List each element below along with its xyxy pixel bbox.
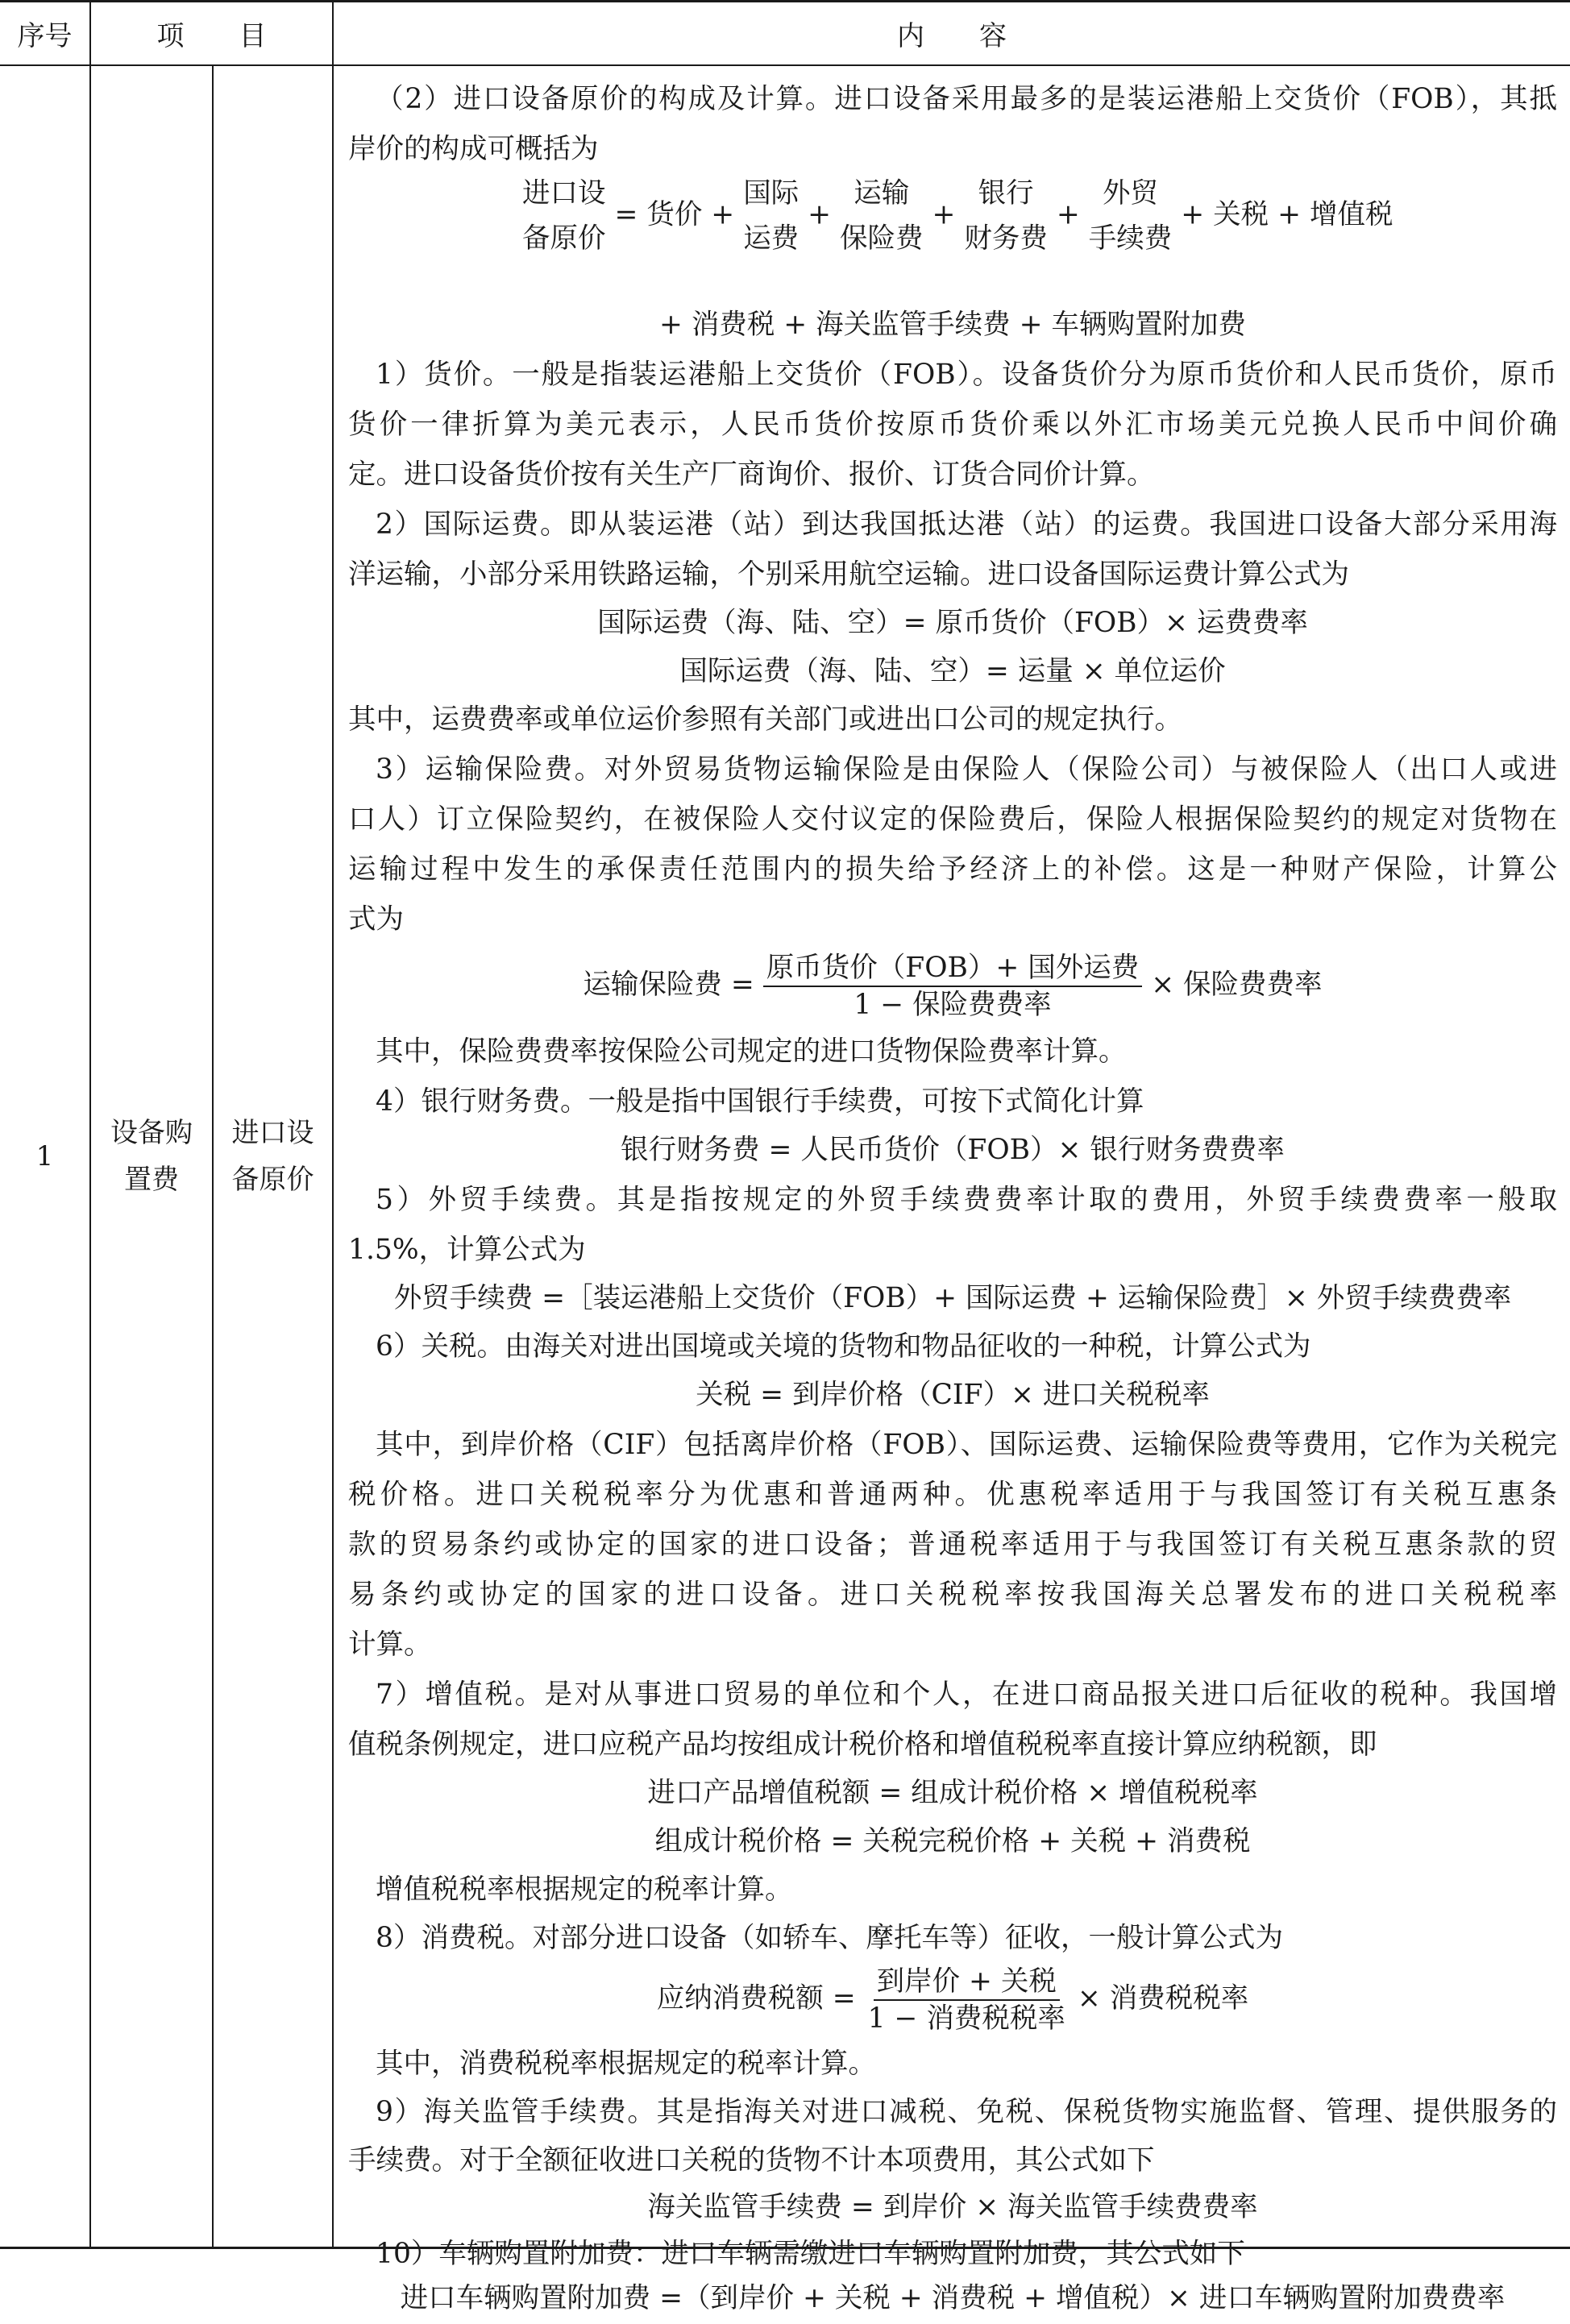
paragraph-line: （2）进口设备原价的构成及计算。进口设备采用最多的是装运港船上交货价（FOB），其抵 [376, 83, 1557, 115]
paragraph-line: 运输过程中发生的承保责任范围内的损失给予经济上的补偿。这是一种财产保险，计算公 [348, 853, 1557, 886]
formula-numerator: 到岸价 + 关税 [874, 1964, 1060, 2001]
formula-taxable-price: 组成计税价格 = 关税完税价格 + 关税 + 消费税 [654, 1825, 1251, 1857]
paragraph-line: 7）增值税。是对从事进口贸易的单位和个人，在进口商品报关进口后征收的税种。我国增 [376, 1679, 1557, 1711]
paragraph-line: 8）消费税。对部分进口设备（如轿车、摩托车等）征收，一般计算公式为 [376, 1922, 1283, 1954]
paragraph-line: 1.5%，计算公式为 [348, 1234, 586, 1266]
formula-term-top: 外贸 [1103, 177, 1159, 210]
formula-denominator: 1 − 消费税税率 [867, 2002, 1065, 2035]
formula-operator: + [808, 198, 832, 231]
formula-fraction [865, 1964, 1069, 2036]
formula-rhs: × 消费税税率 [1077, 1982, 1249, 2015]
formula-term [743, 171, 799, 261]
formula-vat-amount: 进口产品增值税额 = 组成计税价格 × 增值税税率 [647, 1777, 1258, 1809]
formula-import-price [522, 171, 1393, 261]
formula-insurance [348, 944, 1557, 1025]
paragraph-line: 其中，消费税税率根据规定的税率计算。 [376, 2048, 876, 2080]
category-line-2: 置费 [124, 1164, 179, 1196]
header-index: 序号 [17, 19, 73, 52]
formula-trade-fee: 外贸手续费 =［装运港船上交货价（FOB）+ 国际运费 + 运输保险费］× 外贸手续费费率 [393, 1282, 1512, 1314]
paragraph-line: 5）外贸手续费。其是指按规定的外贸手续费费率计取的费用，外贸手续费费率一般取 [376, 1184, 1557, 1216]
formula-fraction [763, 950, 1142, 1023]
paragraph-line: 2）国际运费。即从装运港（站）到达我国抵达港（站）的运费。我国进口设备大部分采用海 [376, 508, 1557, 541]
paragraph-line: 款的贸易条约或协定的国家的进口设备；普通税率适用于与我国签订有关税互惠条款的贸 [348, 1529, 1557, 1561]
formula-lhs: 应纳消费税额 = [656, 1982, 856, 2015]
paragraph-line: 6）关税。由海关对进出国境或关境的货物和物品征收的一种税，计算公式为 [376, 1330, 1311, 1363]
paragraph-line: 计算。 [348, 1629, 432, 1661]
formula-denominator: 1 − 保险费费率 [854, 988, 1052, 1021]
col-divider-3 [332, 0, 334, 2249]
paragraph-line: 口人）订立保险契约，在被保险人交付议定的保险费后，保险人根据保险契约的规定对货物在 [348, 803, 1557, 836]
formula-customs-fee: 海关监管手续费 = 到岸价 × 海关监管手续费费率 [647, 2191, 1258, 2223]
paragraph-line: 手续费。对于全额征收进口关税的货物不计本项费用，其公式如下 [348, 2144, 1155, 2177]
paragraph-line: 3）运输保险费。对外贸易货物运输保险是由保险人（保险公司）与被保险人（出口人或进 [376, 753, 1557, 786]
header-item: 项 目 [156, 19, 267, 52]
formula-term-bottom: 手续费 [1088, 222, 1173, 255]
paragraph-line: 其中，到岸价格（CIF）包括离岸价格（FOB）、国际运费、运输保险费等费用，它作为关税完 [376, 1429, 1557, 1461]
paragraph-line: 货价一律折算为美元表示，人民币货价按原币货价乘以外汇市场美元兑换人民币中间价确 [348, 409, 1557, 441]
paragraph-line: 易条约或协定的国家的进口设备。进口关税税率按我国海关总署发布的进口关税税率 [348, 1579, 1557, 1611]
paragraph-line: 其中，保险费费率按保险公司规定的进口货物保险费率计算。 [376, 1035, 1127, 1068]
formula-term-top: 银行 [978, 177, 1034, 210]
formula-continuation: + 消费税 + 海关监管手续费 + 车辆购置附加费 [658, 309, 1247, 341]
subitem-line-2: 备原价 [231, 1164, 314, 1196]
formula-term-top: 运输 [854, 177, 910, 210]
content-cell [348, 66, 1557, 2314]
paragraph-line: 增值税税率根据规定的税率计算。 [376, 1874, 793, 1906]
formula-lhs: 运输保险费 = [583, 969, 754, 1001]
formula-rhs: × 保险费费率 [1151, 969, 1323, 1001]
formula-term-bottom: 备原价 [522, 222, 606, 255]
paragraph-line: 10）车辆购置附加费：进口车辆需缴进口车辆购置附加费，其公式如下 [376, 2238, 1245, 2270]
subitem-line-1: 进口设 [231, 1117, 314, 1149]
row-index-text: 1 [35, 1140, 54, 1172]
paragraph-line: 式为 [348, 903, 404, 936]
formula-term [522, 171, 606, 261]
formula-vehicle-fee: 进口车辆购置附加费 =（到岸价 + 关税 + 消费税 + 增值税）× 进口车辆购置附加费费率 [400, 2282, 1506, 2314]
formula-tariff: 关税 = 到岸价格（CIF）× 进口关税税率 [696, 1379, 1210, 1411]
formula-term [964, 171, 1048, 261]
formula-freight-rate: 国际运费（海、陆、空）= 原币货价（FOB）× 运费费率 [597, 607, 1308, 639]
paragraph-line: 洋运输，小部分采用铁路运输，个别采用航空运输。进口设备国际运费计算公式为 [348, 558, 1349, 591]
paragraph-line: 9）海关监管手续费。其是指海关对进口减税、免税、保税货物实施监督、管理、提供服务的 [376, 2096, 1557, 2128]
paragraph-line: 其中，运费费率或单位运价参照有关部门或进出口公司的规定执行。 [348, 703, 1182, 736]
formula-term [840, 171, 924, 261]
formula-term-bottom: 保险费 [840, 222, 924, 255]
paragraph-line: 岸价的构成可概括为 [348, 133, 599, 165]
formula-operator: = 货价 + [614, 198, 735, 231]
formula-operator: + [932, 198, 956, 231]
category-line-1: 设备购 [110, 1117, 193, 1149]
formula-term-top: 国际 [743, 177, 800, 210]
formula-consumption-tax [348, 1958, 1557, 2039]
paragraph-line: 定。进口设备货价按有关生产厂商询价、报价、订货合同价计算。 [348, 459, 1155, 491]
formula-freight-volume: 国际运费（海、陆、空）= 运量 × 单位运价 [679, 655, 1226, 687]
paragraph-line: 1）货价。一般是指装运港船上交货价（FOB）。设备货价分为原币货价和人民币货价，原币 [376, 359, 1557, 391]
row-index [0, 66, 89, 2247]
paragraph-line: 值税条例规定，进口应税产品均按组成计税价格和增值税税率直接计算应纳税额，即 [348, 1728, 1377, 1761]
formula-numerator: 原币货价（FOB）+ 国外运费 [763, 950, 1142, 987]
paragraph-line: 税价格。进口关税税率分为优惠和普通两种。优惠税率适用于与我国签订有关税互惠条 [348, 1479, 1557, 1511]
formula-term-top: 进口设 [522, 177, 606, 210]
formula-term-bottom: 财务费 [964, 222, 1048, 255]
formula-bank-fee: 银行财务费 = 人民币货价（FOB）× 银行财务费费率 [621, 1134, 1285, 1166]
paragraph-line: 4）银行财务费。一般是指中国银行手续费，可按下式简化计算 [376, 1085, 1144, 1118]
formula-term [1089, 171, 1173, 261]
row-category [91, 66, 212, 2247]
formula-tail: + 关税 + 增值税 [1181, 198, 1393, 231]
header-content: 内 容 [897, 19, 1007, 52]
formula-term-bottom: 运费 [743, 222, 800, 255]
row-subitem [214, 66, 332, 2247]
formula-operator: + [1056, 198, 1080, 231]
